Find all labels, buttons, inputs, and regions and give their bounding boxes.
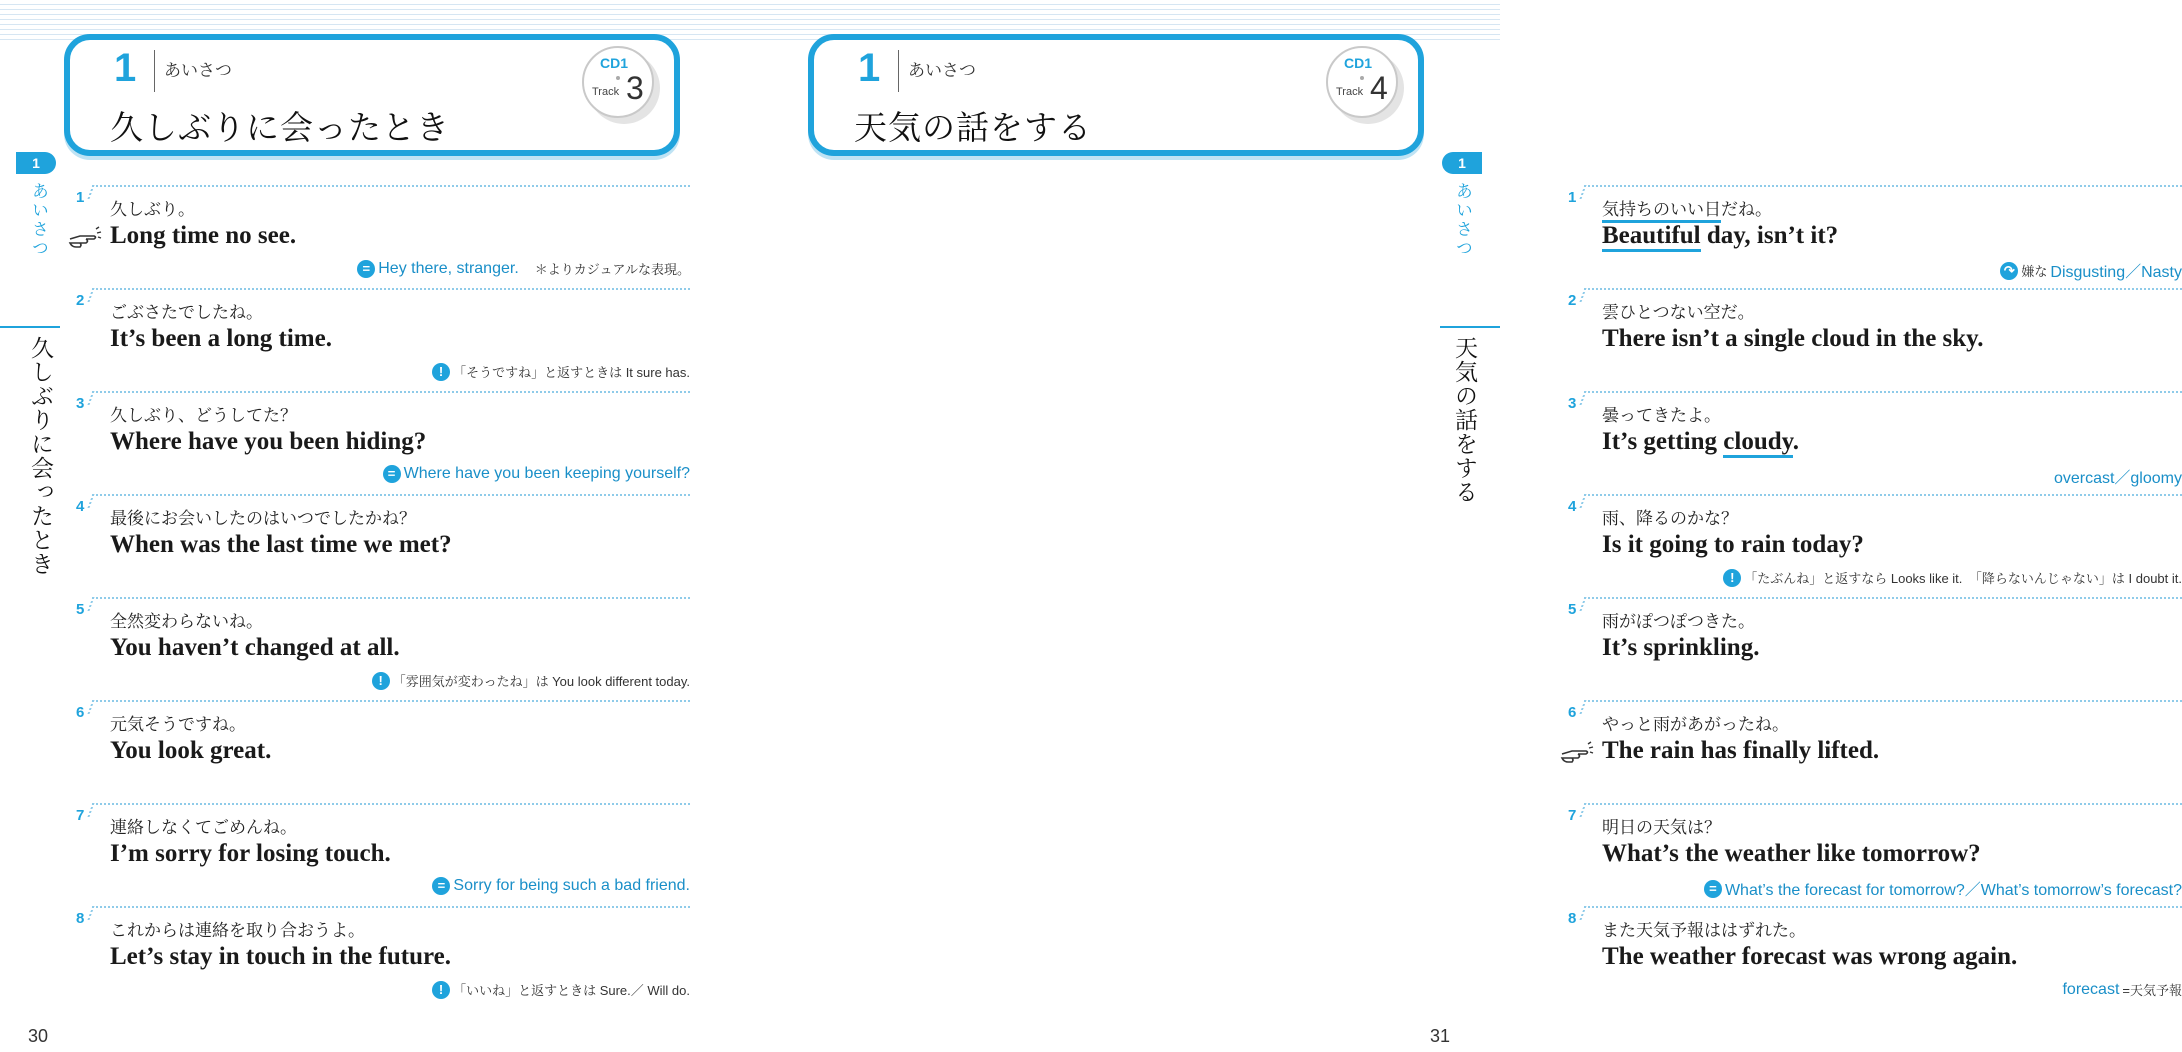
cd-dot xyxy=(1360,76,1364,80)
side-title: 天気の話をする xyxy=(1451,336,1477,504)
japanese-phrase: 雲ひとつない空だ。 xyxy=(1602,303,1755,323)
cd-track-badge xyxy=(1326,46,1398,118)
alternate-phrase: Sorry for being such a bad friend. xyxy=(453,877,690,894)
arrow-icon: ↷ xyxy=(2000,262,2018,280)
divider xyxy=(1584,391,2182,393)
phrase-note xyxy=(432,980,690,999)
highlighted-word: Beautiful xyxy=(1602,222,1701,252)
equals-icon: = xyxy=(432,877,450,895)
equals-icon: = xyxy=(1704,880,1722,898)
japanese-phrase: 久しぶり、どうしてた？ xyxy=(110,406,297,426)
section-title: 久しぶりに会ったとき xyxy=(110,108,450,147)
english-phrase: What’s the weather like tomorrow? xyxy=(1602,840,1981,867)
vocab-word: forecast xyxy=(2062,980,2120,998)
japanese-phrase: ごぶさたでしたね。 xyxy=(110,303,263,323)
divider xyxy=(92,803,690,805)
phrase-entry xyxy=(1562,906,2182,1009)
cd-label: CD1 xyxy=(1344,55,1373,71)
track-label: Track xyxy=(1336,86,1364,98)
divider xyxy=(92,288,690,290)
japanese-phrase: これからは連絡を取り合おうよ。 xyxy=(110,921,365,941)
phrase-note xyxy=(357,259,690,278)
divider xyxy=(92,906,690,908)
english-phrase: You haven’t changed at all. xyxy=(110,634,400,661)
note-text: ＊よりカジュアルな表現。 xyxy=(521,262,690,277)
track-label: Track xyxy=(592,86,620,98)
divider xyxy=(92,391,690,393)
note-text: 「雰囲気が変わったね」は You look different today. xyxy=(392,674,690,689)
entry-number: 3 xyxy=(1568,395,1577,412)
entry-number: 1 xyxy=(76,189,85,206)
pointing-hand-icon xyxy=(66,225,102,255)
phrase-note xyxy=(2062,980,2182,999)
section-category: あいさつ xyxy=(164,61,232,81)
section-number: 1 xyxy=(858,46,881,90)
divider xyxy=(1584,185,2182,187)
entry-number: 7 xyxy=(76,807,85,824)
japanese-phrase: 明日の天気は？ xyxy=(1602,818,1721,838)
english-phrase: Where have you been hiding? xyxy=(110,428,427,455)
english-phrase: The rain has finally lifted. xyxy=(1602,737,1880,764)
section-header xyxy=(808,34,1424,156)
english-pre: It’s getting xyxy=(1602,428,1724,455)
english-phrase: Let’s stay in touch in the future. xyxy=(110,943,451,970)
japanese-phrase: また天気予報ははずれた。 xyxy=(1602,921,1806,941)
phrase-entry xyxy=(1562,185,2182,288)
side-category: あいさつ xyxy=(1452,182,1472,258)
header-separator xyxy=(898,50,899,92)
english-phrase: You look great. xyxy=(110,737,272,764)
section-title: 天気の話をする xyxy=(854,108,1092,147)
entry-number: 3 xyxy=(76,395,85,412)
english-phrase: It’s sprinkling. xyxy=(1602,634,1760,661)
phrase-entry xyxy=(1562,597,2182,700)
track-number: 3 xyxy=(626,70,644,106)
divider xyxy=(1584,906,2182,908)
entry-number: 5 xyxy=(1568,601,1577,618)
japanese-phrase: 元気そうですね。 xyxy=(110,715,246,735)
equals-icon: = xyxy=(383,465,401,483)
entry-number: 8 xyxy=(76,910,85,927)
phrase-entry xyxy=(70,700,690,803)
pointing-hand-icon xyxy=(1558,740,1594,770)
phrase-note xyxy=(1723,568,2182,587)
section-number: 1 xyxy=(114,46,137,90)
entry-number: 2 xyxy=(76,292,85,309)
phrase-entry xyxy=(70,494,690,597)
alternate-phrase: Where have you been keeping yourself? xyxy=(403,465,690,482)
page-number: 31 xyxy=(1430,1026,1451,1046)
divider xyxy=(1584,803,2182,805)
english-phrase xyxy=(1602,428,1799,456)
phrase-entry xyxy=(70,185,690,288)
english-phrase xyxy=(1602,222,1838,250)
entry-number: 4 xyxy=(76,498,85,515)
phrase-note xyxy=(1704,877,2182,900)
japanese-rest: だね。 xyxy=(1721,200,1772,220)
note-label: 嫌な xyxy=(2021,264,2048,279)
english-phrase: Long time no see. xyxy=(110,222,297,249)
phrase-entry xyxy=(70,597,690,700)
japanese-phrase xyxy=(1602,195,1772,220)
vocab-meaning: =天気予報 xyxy=(2122,983,2182,998)
phrase-entry xyxy=(1562,803,2182,906)
japanese-phrase: 雨がぽつぽつきた。 xyxy=(1602,612,1755,632)
entry-number: 7 xyxy=(1568,807,1577,824)
entry-number: 1 xyxy=(1568,189,1577,206)
divider xyxy=(1584,494,2182,496)
english-phrase: Is it going to rain today? xyxy=(1602,531,1864,558)
english-rest: day, isn’t it? xyxy=(1700,222,1839,249)
phrase-note xyxy=(432,362,690,381)
equals-icon: = xyxy=(357,260,375,278)
entry-number: 6 xyxy=(76,704,85,721)
phrase-note xyxy=(432,877,690,895)
divider xyxy=(92,597,690,599)
alternate-phrase: Hey there, stranger. xyxy=(378,259,519,277)
exclamation-icon: ! xyxy=(1723,569,1741,587)
entry-number: 5 xyxy=(76,601,85,618)
highlighted-word: cloudy xyxy=(1723,428,1792,458)
divider xyxy=(92,700,690,702)
side-title: 久しぶりに会ったとき xyxy=(27,336,53,576)
cd-label: CD1 xyxy=(600,55,629,71)
header-separator xyxy=(154,50,155,92)
entry-number: 6 xyxy=(1568,704,1577,721)
entry-number: 2 xyxy=(1568,292,1577,309)
english-phrase: There isn’t a single cloud in the sky. xyxy=(1602,325,1984,352)
highlighted-japanese: 気持ちのいい日 xyxy=(1602,200,1721,223)
phrase-note xyxy=(383,465,690,483)
alternate-words: Disgusting／Nasty xyxy=(2050,264,2182,281)
entry-number: 8 xyxy=(1568,910,1577,927)
cd-dot xyxy=(616,76,620,80)
left-page xyxy=(0,0,750,1052)
note-text: 「たぶんね」と返すなら Looks like it. 「降らないんじゃない」は I doubt it. xyxy=(1744,571,2182,586)
english-phrase: When was the last time we met? xyxy=(110,531,452,558)
japanese-phrase: 最後にお会いしたのはいつでしたかね？ xyxy=(110,509,416,529)
japanese-phrase: 全然変わらないね。 xyxy=(110,612,263,632)
divider xyxy=(92,494,690,496)
phrase-note xyxy=(2000,259,2182,282)
side-tab-number: 1 xyxy=(16,152,56,174)
divider xyxy=(1584,288,2182,290)
divider xyxy=(92,185,690,187)
side-rule xyxy=(0,326,60,328)
japanese-phrase: 連絡しなくてごめんね。 xyxy=(110,818,297,838)
note-text: 「いいね」と返すときは Sure.／ Will do. xyxy=(453,983,690,998)
divider xyxy=(1584,700,2182,702)
exclamation-icon: ! xyxy=(432,981,450,999)
english-phrase: I’m sorry for losing touch. xyxy=(110,840,391,867)
english-phrase: The weather forecast was wrong again. xyxy=(1602,943,2018,970)
phrase-entry xyxy=(1562,494,2182,597)
section-category: あいさつ xyxy=(908,61,976,81)
exclamation-icon: ! xyxy=(432,363,450,381)
phrase-entry xyxy=(70,906,690,1009)
phrase-entry xyxy=(70,391,690,494)
phrase-entry xyxy=(1562,391,2182,494)
side-category: あいさつ xyxy=(28,182,48,258)
phrase-entry xyxy=(1562,288,2182,391)
alternate-phrase: What’s the forecast for tomorrow?／What’s tomorrow’s forecast? xyxy=(1724,882,2182,899)
phrase-entry xyxy=(70,803,690,906)
section-header xyxy=(64,34,680,156)
japanese-phrase: 曇ってきたよ。 xyxy=(1602,406,1721,426)
english-phrase: It’s been a long time. xyxy=(110,325,332,352)
cd-track-badge xyxy=(582,46,654,118)
exclamation-icon: ! xyxy=(372,672,390,690)
phrase-note xyxy=(2054,465,2182,488)
page-number: 30 xyxy=(28,1026,49,1046)
phrase-entry xyxy=(1562,700,2182,803)
note-text: 「そうですね」と返すときは It sure has. xyxy=(453,365,690,380)
japanese-phrase: 雨、降るのかな？ xyxy=(1602,509,1738,529)
phrase-entry xyxy=(70,288,690,391)
side-tab-number: 1 xyxy=(1442,152,1482,174)
side-rule xyxy=(1440,326,1500,328)
english-rest: . xyxy=(1792,428,1800,455)
entry-number: 4 xyxy=(1568,498,1577,515)
right-page xyxy=(750,0,2182,1052)
phrase-note xyxy=(372,671,690,690)
alternate-words: overcast／gloomy xyxy=(2053,470,2182,487)
japanese-phrase: やっと雨があがったね。 xyxy=(1602,715,1789,735)
track-number: 4 xyxy=(1370,70,1388,106)
japanese-phrase: 久しぶり。 xyxy=(110,200,195,220)
divider xyxy=(1584,597,2182,599)
